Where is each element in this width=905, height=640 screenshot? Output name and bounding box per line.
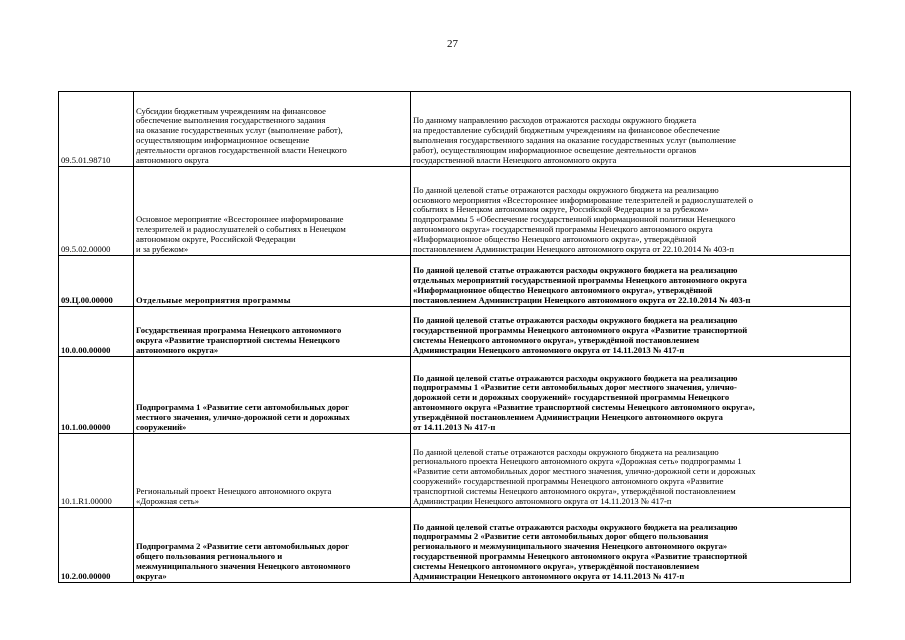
table-row [59,508,851,583]
target-article-code: 10.1.R1.00000 [59,434,134,508]
table-row [59,167,851,256]
budget-classification-table [58,91,851,583]
target-article-name: Отдельные мероприятия программы [134,256,411,307]
target-article-name: Подпрограмма 2 «Развитие сети автомобильных дорог общего пользования регионального и межмуниципального значения Ненецкого автономного округа» [134,508,411,583]
target-article-name: Региональный проект Ненецкого автономного округа «Дорожная сеть» [134,434,411,508]
target-article-code: 09.Ц.00.00000 [59,256,134,307]
target-article-name: Субсидии бюджетным учреждениям на финансовое обеспечение выполнения государственного задания на оказание государственных услуг (выполнение работ), осуществляющим информационное освещение деятельности органов государственной власти Ненецкого автономного округа [134,92,411,167]
target-article-code: 09.5.02.00000 [59,167,134,256]
target-article-description: По данному направлению расходов отражаются расходы окружного бюджета на предоставление субсидий бюджетным учреждениям на финансовое обеспечение выполнения государственного задания на оказание государственных услуг (выполнение работ), осуществляющим информационное освещение деятельности органов государственной власти Ненецкого автономного округа [411,92,851,167]
target-article-description: По данной целевой статье отражаются расходы окружного бюджета на реализацию основного мероприятия «Всестороннее информирование телезрителей и радиослушателей о событиях в Ненецком автономном округе, Российской Федерации и за рубежом» подпрограммы 5 «Обеспечение государственной информационной политики Ненецкого автономного округа» государственной программы Ненецкого автономного округа «Информационное общество Ненецкого автономного округа», утверждённой постановлением Администрации Ненецкого автономного округа от 22.10.2014 № 403-п [411,167,851,256]
target-article-name: Основное мероприятие «Всестороннее информирование телезрителей и радиослушателей о событиях в Ненецком автономном округе, Российской Федерации и за рубежом» [134,167,411,256]
table-row [59,434,851,508]
target-article-name: Подпрограмма 1 «Развитие сети автомобильных дорог местного значения, улично-дорожной сети и дорожных сооружений» [134,357,411,434]
target-article-code: 10.1.00.00000 [59,357,134,434]
table-row [59,256,851,307]
target-article-description: По данной целевой статье отражаются расходы окружного бюджета на реализацию подпрограммы 1 «Развитие сети автомобильных дорог местного значения, улично- дорожной сети и дорожных сооружений» государственной программы Ненецкого автономного округа «Развитие транспортной системы Ненецкого автономного округа», утверждённой постановлением Администрации Ненецкого автономного округа от 14.11.2013 № 417-п [411,357,851,434]
table-row [59,307,851,357]
table-row [59,357,851,434]
target-article-description: По данной целевой статье отражаются расходы окружного бюджета на реализацию государственной программы Ненецкого автономного округа «Развитие транспортной системы Ненецкого автономного округа», утверждённой постановлением Администрации Ненецкого автономного округа от 14.11.2013 № 417-п [411,307,851,357]
table-row [59,92,851,167]
target-article-code: 10.0.00.00000 [59,307,134,357]
target-article-description: По данной целевой статье отражаются расходы окружного бюджета на реализацию регионального проекта Ненецкого автономного округа «Дорожная сеть» подпрограммы 1 «Развитие сети автомобильных дорог местного значения, улично-дорожной сети и дорожных сооружений» государственной программы Ненецкого автономного округа «Развитие транспортной системы Ненецкого автономного округа», утверждённой постановлением Администрации Ненецкого автономного округа от 14.11.2013 № 417-п [411,434,851,508]
target-article-code: 10.2.00.00000 [59,508,134,583]
target-article-code: 09.5.01.98710 [59,92,134,167]
page-number: 27 [447,38,458,50]
target-article-description: По данной целевой статье отражаются расходы окружного бюджета на реализацию отдельных мероприятий государственной программы Ненецкого автономного округа «Информационное общество Ненецкого автономного округа», утверждённой постановлением Администрации Ненецкого автономного округа от 22.10.2014 № 403-п [411,256,851,307]
target-article-description: По данной целевой статье отражаются расходы окружного бюджета на реализацию подпрограммы 2 «Развитие сети автомобильных дорог общего пользования регионального и межмуниципального значения Ненецкого автономного округа» государственной программы Ненецкого автономного округа «Развитие транспортной системы Ненецкого автономного округа», утверждённой постановлением Администрации Ненецкого автономного округа от 14.11.2013 № 417-п [411,508,851,583]
target-article-name: Государственная программа Ненецкого автономного округа «Развитие транспортной системы Ненецкого автономного округа» [134,307,411,357]
